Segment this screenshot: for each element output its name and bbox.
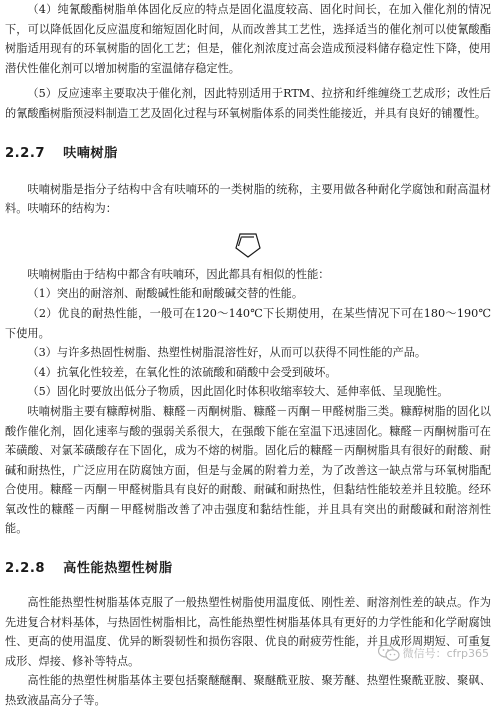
watermark-text: 微信号：cfrp365 <box>402 647 489 660</box>
furan-ring-structure <box>5 223 491 263</box>
property-item: （3）与许多热固性树脂、热塑性树脂混溶性好，从而可以获得不同性能的产品。 <box>27 346 427 360</box>
furan-ring-diagram <box>228 223 268 263</box>
section-title: 呋喃树脂 <box>63 145 118 161</box>
paragraph-cyanate-5: （5）反应速率主要取决于催化剂，因此特别适用于RTM、拉挤和纤维缠绕工艺成形；改性后的氰酸酯树脂预浸料制造工艺及固化过程与环氧树脂体系的同类性能接近，并具有良好的铺覆性。 <box>5 87 491 120</box>
wechat-watermark <box>378 644 489 662</box>
property-item: （5）固化时要放出低分子物质，因此固化时体积收缩率较大、延伸率低、呈现脆性。 <box>27 385 449 399</box>
section-number: 2.2.7 <box>5 145 46 161</box>
paragraph-furan-after-structure: 呋喃树脂由于结构中都含有呋喃环，因此都具有相似的性能： <box>27 267 330 281</box>
section-number: 2.2.8 <box>5 561 46 577</box>
paragraph-thermoplastic-advantages: 高性能热塑性树脂基体克服了一般热塑性树脂使用温度低、刚性差、耐溶剂性差的缺点。作为先进复合材料基体，与热固性树脂相比，高性能热塑性树脂基体具有更好的力学性能和化学耐腐蚀性、更高的使用温度、优异的断裂韧性和损伤容限、优良的耐疲劳性能，并且成形周期短、可重复成形、焊接、修补等特点。 <box>5 596 491 668</box>
section-title: 高性能热塑性树脂 <box>63 561 173 577</box>
property-item: （2）优良的耐热性能，一般可在120～140℃下长期使用，在某些情况下可在180～190℃下使用。 <box>5 306 491 340</box>
paragraph-furan-types: 呋喃树脂主要有糠醇树脂、糠醛－丙酮树脂、糠醛－丙酮－甲醛树脂三类。糠醇树脂的固化以酸作催化剂，固化速率与酸的强弱关系很大，在强酸下能在室温下迅速固化。糠醛－丙酮树脂可在苯磺酸、对氯苯磺酸存在下固化，成为不熔的树脂。固化后的糠醛－丙酮树脂具有很好的耐酸、耐碱和耐热性，广泛应用在防腐蚀方面，但是与金属的附着力差，为了改善这一缺点常与环氧树脂配合使用。糠醛－丙酮－甲醛树脂具有良好的耐酸、耐碱和耐热性，但黏结性能较差并且较脆。经环氧改性的糠醛－丙酮－甲醛树脂改善了冲击强度和黏结性能，并且具有突出的耐酸碱和耐溶剂性能。 <box>5 404 491 536</box>
paragraph-thermoplastic-types: 高性能的热塑性树脂基体主要包括聚醚醚酮、聚醚酰亚胺、聚芳醚、热塑性聚酰亚胺、聚砜、热致液晶高分子等。 <box>5 674 491 708</box>
paragraph-cyanate-4: （4）纯氰酸酯树脂单体固化反应的特点是固化温度较高、固化时间长，在加入催化剂的情况下，可以降低固化反应温度和缩短固化时间，从而改善其工艺性，选择适当的催化剂可以使氰酸酯树脂适用现有的环氧树脂的固化工艺；但是，催化剂浓度过高会造成预浸料储存稳定性下降，使用潜伏性催化剂可以增加树脂的室温储存稳定性。 <box>5 3 491 75</box>
paragraph-furan-intro: 呋喃树脂是指分子结构中含有呋喃环的一类树脂的统称，主要用做各种耐化学腐蚀和耐高温材料。呋喃环的结构为： <box>5 182 491 216</box>
wechat-icon <box>378 644 400 662</box>
property-item: （1）突出的耐溶剂、耐酸碱性能和耐酸碱交替的性能。 <box>27 287 304 301</box>
property-item: （4）抗氧化性较差，在氧化性的浓硫酸和硝酸中会受到破坏。 <box>27 365 337 379</box>
section-heading-thermoplastic <box>5 559 491 579</box>
section-heading-furan <box>5 144 491 164</box>
